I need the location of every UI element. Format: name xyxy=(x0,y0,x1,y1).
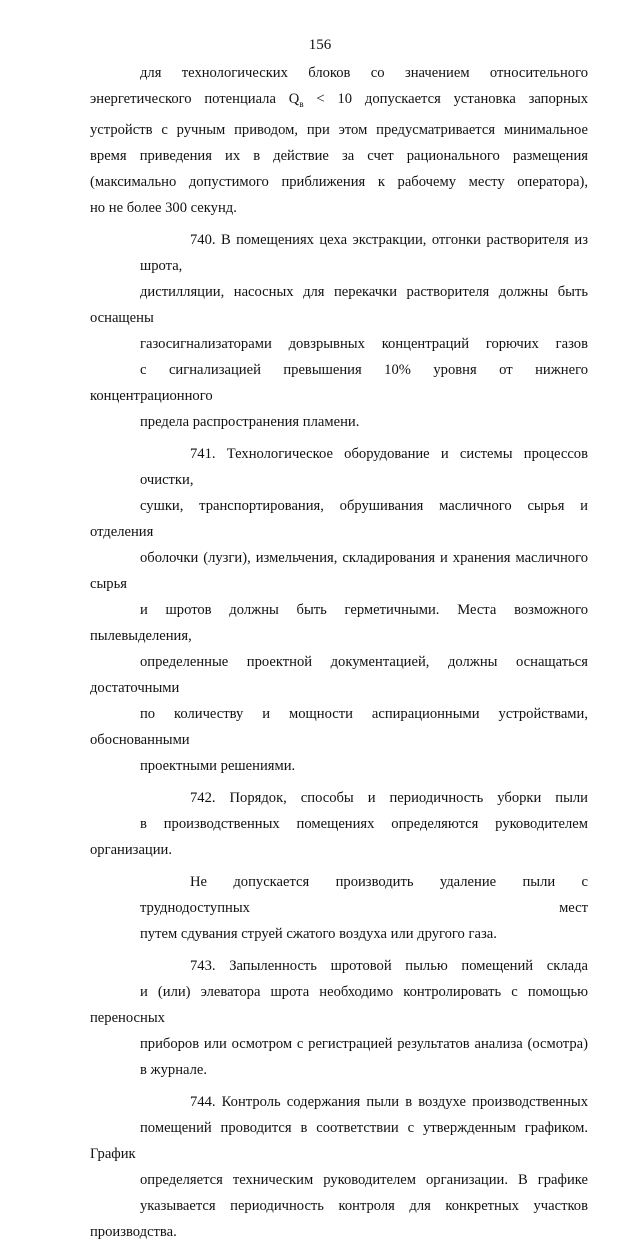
text-line: по количеству и мощности аспирационными устройствами, обоснованными xyxy=(90,705,588,748)
paragraph-742 xyxy=(90,785,588,863)
text-line: помещений проводится в соответствии с утвержденным графиком. График xyxy=(90,1119,588,1162)
text-line: дистилляции, насосных для перекачки растворителя должны быть оснащены xyxy=(90,283,588,326)
text-line: 742. Порядок, способы и периодичность уборки пыли xyxy=(190,789,588,806)
text-line: газосигнализаторами довзрывных концентраций горючих газов xyxy=(140,335,588,352)
text-line: и (или) элеватора шрота необходимо контролировать с помощью переносных xyxy=(90,983,588,1026)
text-line: определенные проектной документацией, должны оснащаться достаточными xyxy=(90,653,588,696)
document-text xyxy=(90,60,588,1245)
page-number: 156 xyxy=(308,37,332,53)
paragraph-741 xyxy=(90,441,588,779)
text-line: (максимально допустимого приближения к рабочему месту оператора), xyxy=(90,173,588,190)
subscript: в xyxy=(299,98,304,109)
paragraph-740 xyxy=(90,227,588,435)
text-line: время приведения их в действие за счет рационального размещения xyxy=(90,147,588,164)
text-line: и шротов должны быть герметичными. Места возможного пылевыделения, xyxy=(90,601,588,644)
text-line: устройств с ручным приводом, при этом предусматривается минимальное xyxy=(90,121,588,138)
text-line: в производственных помещениях определяются руководителем организации. xyxy=(90,815,588,858)
text-line: приборов или осмотром с регистрацией результатов анализа (осмотра) xyxy=(140,1035,588,1052)
text-fragment: энергетического потенциала Q xyxy=(90,91,300,107)
text-line: 741. Технологическое оборудование и системы процессов очистки, xyxy=(140,445,588,488)
paragraph-744 xyxy=(90,1089,588,1245)
text-fragment: < 10 допускается установка запорных xyxy=(303,91,588,107)
text-line: сушки, транспортирования, обрушивания масличного сырья и отделения xyxy=(90,497,588,540)
text-line: с сигнализацией превышения 10% уровня от нижнего концентрационного xyxy=(90,361,588,404)
text-line: указывается периодичность контроля для конкретных участков производства. xyxy=(90,1197,588,1240)
text-line: но не более 300 секунд. xyxy=(90,199,237,216)
text-line: проектными решениями. xyxy=(140,757,296,774)
text-line: определяется техническим руководителем организации. В графике xyxy=(140,1171,588,1188)
text-line: Не допускается производить удаление пыли с труднодоступных мест xyxy=(140,873,588,916)
text-line: 743. Запыленность шротовой пылью помещений склада xyxy=(190,957,588,974)
paragraph-742-continued xyxy=(90,869,588,947)
paragraph-continued xyxy=(90,60,588,221)
text-line: для технологических блоков со значением относительного xyxy=(140,65,588,81)
text-line xyxy=(90,86,588,117)
text-line: 744. Контроль содержания пыли в воздухе производственных xyxy=(190,1093,588,1110)
paragraph-743 xyxy=(90,953,588,1083)
text-line: 740. В помещениях цеха экстракции, отгонки растворителя из шрота, xyxy=(140,231,588,274)
text-line: путем сдувания струей сжатого воздуха или другого газа. xyxy=(140,925,497,942)
text-line: в журнале. xyxy=(140,1061,208,1078)
text-line: предела распространения пламени. xyxy=(140,413,360,430)
text-line: оболочки (лузги), измельчения, складирования и хранения масличного сырья xyxy=(90,549,588,592)
